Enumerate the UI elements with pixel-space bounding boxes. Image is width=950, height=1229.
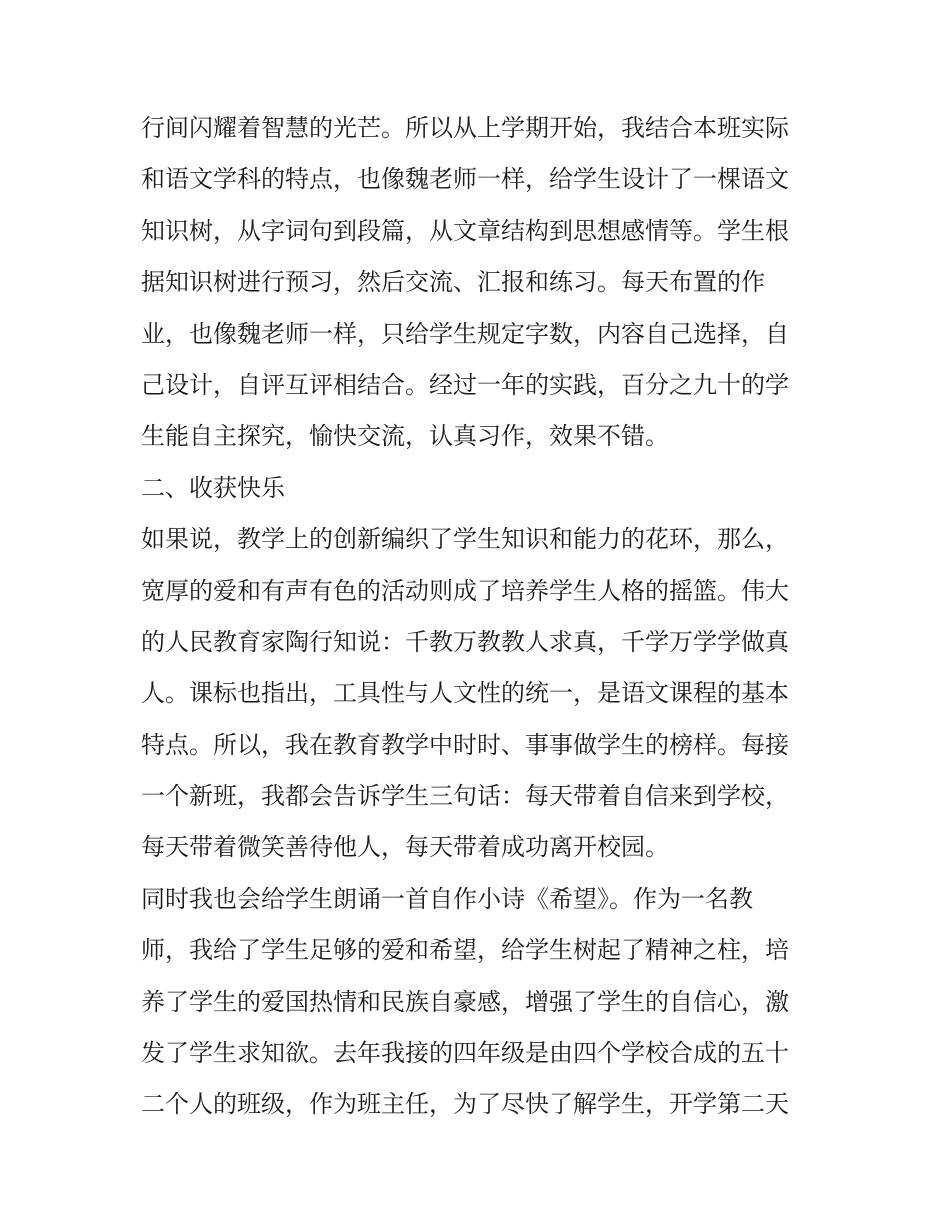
text-line: 宽厚的爱和有声有色的活动则成了培养学生人格的摇篮。伟大 (141, 576, 789, 605)
text-line: 师，我给了学生足够的爱和希望，给学生树起了精神之柱，培 (141, 936, 789, 965)
text-line: 的人民教育家陶行知说：千教万教教人求真，千学万学学做真 (141, 627, 789, 656)
text-line: 生能自主探究，愉快交流，认真习作，效果不错。 (141, 422, 669, 451)
text-line: 同时我也会给学生朗诵一首自作小诗《希望》。作为一名教 (141, 884, 753, 913)
text-line: 养了学生的爱国热情和民族自豪感，增强了学生的自信心，激 (141, 987, 789, 1016)
text-line: 知识树，从字词句到段篇，从文章结构到思想感情等。学生根 (141, 216, 789, 245)
body-text (141, 103, 821, 1131)
text-line: 特点。所以，我在教育教学中时时、事事做学生的榜样。每接 (141, 730, 789, 759)
text-line: 一个新班，我都会告诉学生三句话：每天带着自信来到学校， (141, 782, 789, 811)
section-heading: 二、收获快乐 (141, 473, 285, 502)
text-line: 如果说，教学上的创新编织了学生知识和能力的花环，那么， (141, 525, 789, 554)
text-line: 二个人的班级，作为班主任，为了尽快了解学生，开学第二天 (141, 1090, 789, 1119)
text-line: 业，也像魏老师一样，只给学生规定字数，内容自己选择，自 (141, 319, 789, 348)
text-line: 发了学生求知欲。去年我接的四年级是由四个学校合成的五十 (141, 1039, 789, 1068)
text-line: 每天带着微笑善待他人，每天带着成功离开校园。 (141, 833, 669, 862)
text-line: 和语文学科的特点，也像魏老师一样，给学生设计了一棵语文 (141, 165, 789, 194)
text-line: 行间闪耀着智慧的光芒。所以从上学期开始，我结合本班实际 (141, 114, 789, 142)
text-line: 己设计，自评互评相结合。经过一年的实践，百分之九十的学 (141, 370, 789, 399)
text-line: 据知识树进行预习，然后交流、汇报和练习。每天布置的作 (141, 268, 765, 297)
text-line: 人。课标也指出，工具性与人文性的统一，是语文课程的基本 (141, 679, 789, 708)
